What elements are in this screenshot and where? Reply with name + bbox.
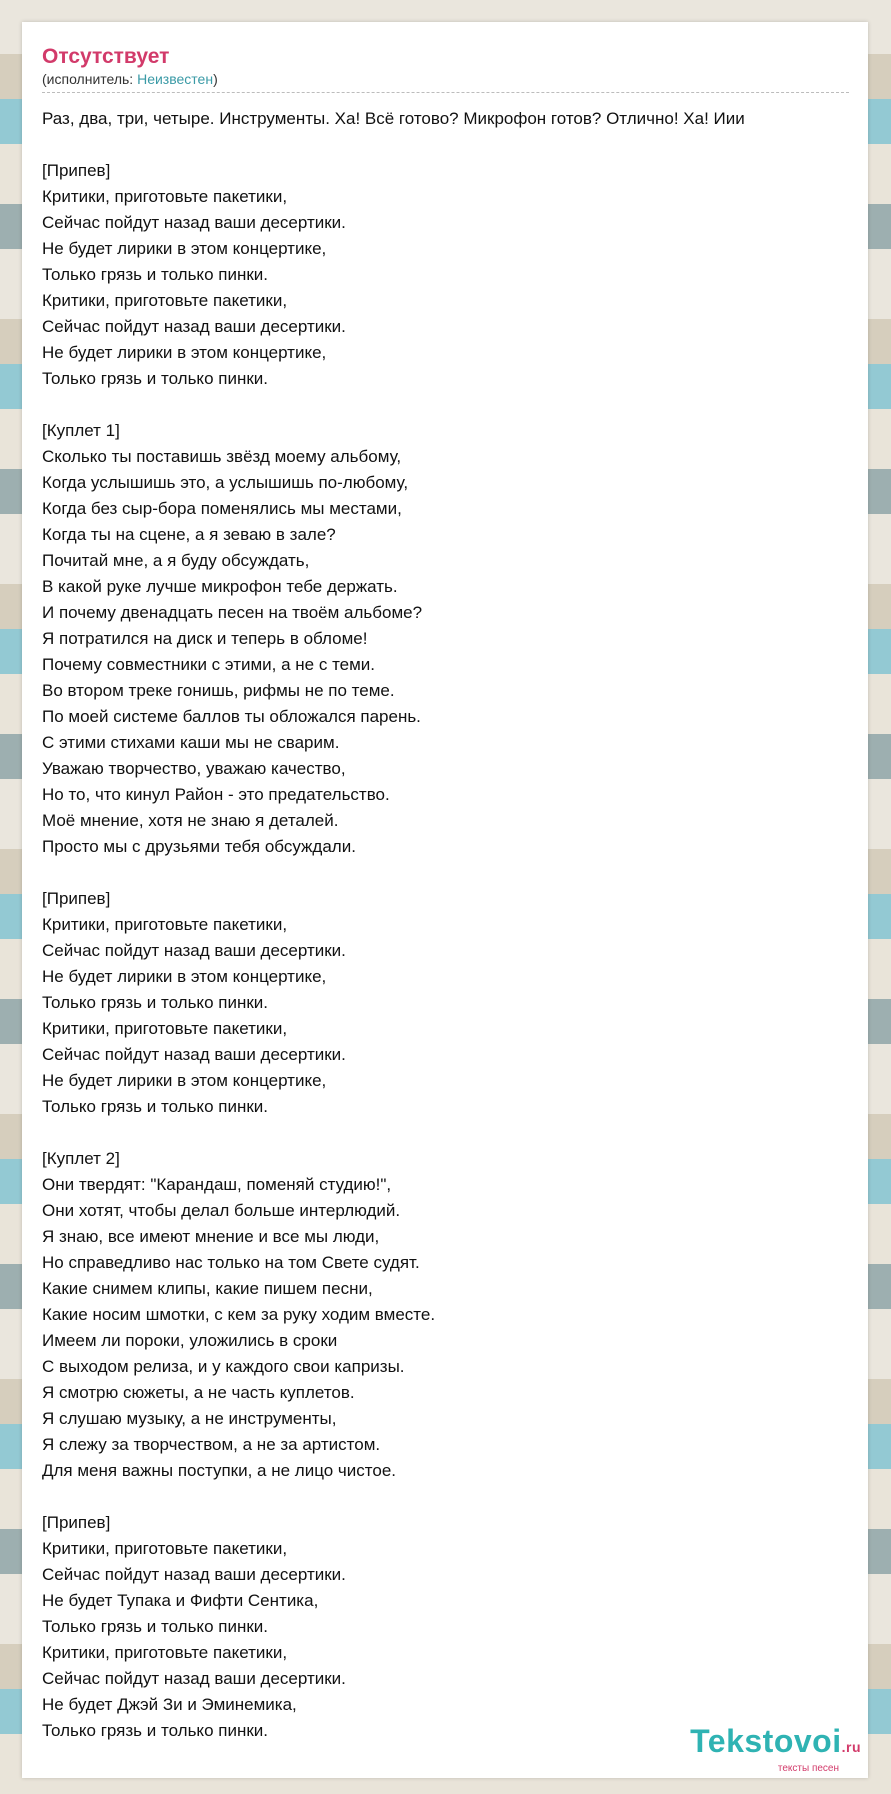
lyric-line: Но справедливо нас только на том Свете судят.: [42, 1253, 420, 1272]
song-title: Отсутствует: [42, 45, 170, 68]
lyric-line: Не будет Тупака и Фифти Сентика,: [42, 1591, 319, 1610]
artist-link[interactable]: Неизвестен: [137, 71, 214, 87]
lyric-line: Критики, приготовьте пакетики,: [42, 915, 288, 934]
lyric-line: Я знаю, все имеют мнение и все мы люди,: [42, 1227, 380, 1246]
lyric-spacer: [42, 860, 868, 886]
lyric-line: С этими стихами каши мы не сварим.: [42, 733, 340, 752]
lyrics-body: [42, 106, 868, 1744]
lyric-line: Только грязь и только пинки.: [42, 369, 268, 388]
song-header: [42, 44, 849, 93]
lyric-line: Я смотрю сюжеты, а не часть куплетов.: [42, 1383, 355, 1402]
artist-byline: [42, 70, 849, 88]
lyric-line: Уважаю творчество, уважаю качество,: [42, 759, 346, 778]
lyric-line: Критики, приготовьте пакетики,: [42, 1539, 288, 1558]
lyric-line: Сейчас пойдут назад ваши десертики.: [42, 1565, 346, 1584]
lyric-line: [Припев]: [42, 1513, 111, 1532]
lyric-line: Критики, приготовьте пакетики,: [42, 291, 288, 310]
lyric-line: Когда без сыр-бора поменялись мы местами,: [42, 499, 402, 518]
lyric-line: Не будет Джэй Зи и Эминемика,: [42, 1695, 297, 1714]
lyrics-card: [22, 22, 868, 1778]
lyric-line: Для меня важны поступки, а не лицо чистое.: [42, 1461, 397, 1480]
lyric-line: Почитай мне, а я буду обсуждать,: [42, 551, 310, 570]
lyric-line: [Припев]: [42, 889, 111, 908]
lyric-line: Сейчас пойдут назад ваши десертики.: [42, 213, 346, 232]
lyric-line: Критики, приготовьте пакетики,: [42, 1643, 288, 1662]
lyric-line: Почему совместники с этими, а не с теми.: [42, 655, 376, 674]
lyric-line: Не будет лирики в этом концертике,: [42, 239, 327, 258]
lyric-line: Моё мнение, хотя не знаю я деталей.: [42, 811, 339, 830]
lyric-line: [Припев]: [42, 161, 111, 180]
lyric-line: Критики, приготовьте пакетики,: [42, 187, 288, 206]
lyric-line: Раз, два, три, четыре. Инструменты. Ха! Всё готово? Микрофон готов? Отлично! Ха! Иии: [42, 109, 745, 128]
lyric-line: Сейчас пойдут назад ваши десертики.: [42, 317, 346, 336]
lyric-line: Сейчас пойдут назад ваши десертики.: [42, 941, 346, 960]
lyric-line: Во втором треке гонишь, рифмы не по теме.: [42, 681, 395, 700]
lyric-spacer: [42, 1484, 868, 1510]
lyric-line: Только грязь и только пинки.: [42, 1097, 268, 1116]
lyric-spacer: [42, 1120, 868, 1146]
lyric-line: С выходом релиза, и у каждого свои капризы.: [42, 1357, 405, 1376]
lyric-line: Я слежу за творчеством, а не за артистом.: [42, 1435, 381, 1454]
lyric-line: По моей системе баллов ты обложался парень.: [42, 707, 421, 726]
lyric-line: Какие носим шмотки, с кем за руку ходим вместе.: [42, 1305, 436, 1324]
logo-tld: .ru: [841, 1739, 861, 1755]
lyric-line: Не будет лирики в этом концертике,: [42, 967, 327, 986]
lyric-line: Сейчас пойдут назад ваши десертики.: [42, 1045, 346, 1064]
logo-tagline: тексты песен: [777, 1763, 839, 1774]
lyric-line: Только грязь и только пинки.: [42, 265, 268, 284]
lyric-line: Когда ты на сцене, а я зеваю в зале?: [42, 525, 336, 544]
site-logo[interactable]: [690, 1724, 861, 1774]
lyric-line: Только грязь и только пинки.: [42, 1617, 268, 1636]
lyric-line: Я потратился на диск и теперь в обломе!: [42, 629, 368, 648]
lyric-line: Они хотят, чтобы делал больше интерлюдий.: [42, 1201, 401, 1220]
byline-prefix: (исполнитель:: [42, 71, 138, 87]
lyric-spacer: [42, 132, 868, 158]
lyric-line: Они твердят: "Карандаш, поменяй студию!",: [42, 1175, 392, 1194]
lyric-line: Я слушаю музыку, а не инструменты,: [42, 1409, 337, 1428]
lyric-line: И почему двенадцать песен на твоём альбоме?: [42, 603, 423, 622]
byline-suffix: ): [213, 71, 218, 87]
lyric-line: Но то, что кинул Район - это предательство.: [42, 785, 390, 804]
lyric-line: [Куплет 1]: [42, 421, 120, 440]
lyric-line: Сейчас пойдут назад ваши десертики.: [42, 1669, 346, 1688]
lyric-line: Имеем ли пороки, уложились в сроки: [42, 1331, 338, 1350]
lyric-line: Только грязь и только пинки.: [42, 993, 268, 1012]
lyric-line: Когда услышишь это, а услышишь по-любому,: [42, 473, 409, 492]
lyric-line: [Куплет 2]: [42, 1149, 120, 1168]
logo-name: Tekstovoi: [690, 1723, 842, 1759]
lyric-line: Критики, приготовьте пакетики,: [42, 1019, 288, 1038]
lyric-line: Сколько ты поставишь звёзд моему альбому,: [42, 447, 402, 466]
lyric-line: В какой руке лучше микрофон тебе держать.: [42, 577, 398, 596]
lyric-line: Не будет лирики в этом концертике,: [42, 343, 327, 362]
lyric-line: Только грязь и только пинки.: [42, 1721, 268, 1740]
lyric-line: Не будет лирики в этом концертике,: [42, 1071, 327, 1090]
lyric-spacer: [42, 392, 868, 418]
lyric-line: Какие снимем клипы, какие пишем песни,: [42, 1279, 373, 1298]
lyric-line: Просто мы с друзьями тебя обсуждали.: [42, 837, 356, 856]
